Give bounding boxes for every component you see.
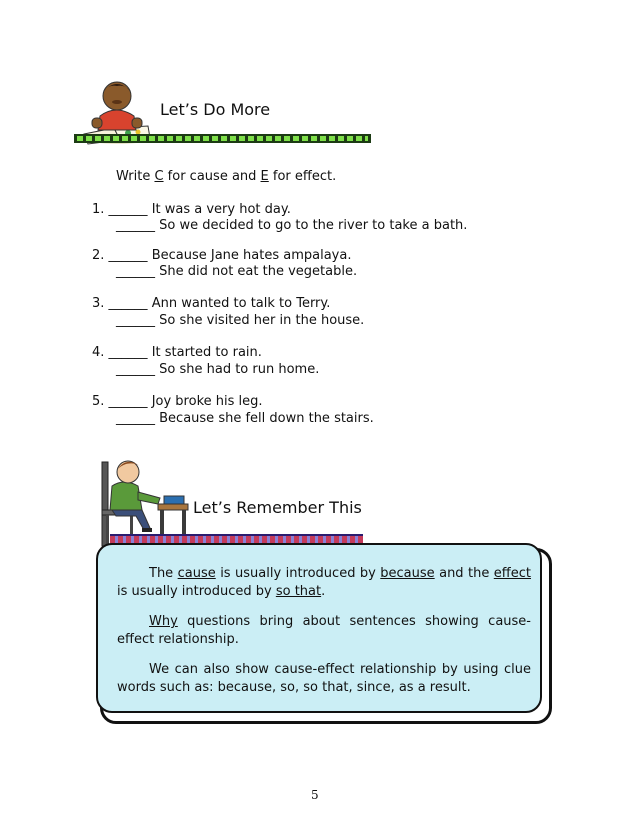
answer-blank[interactable]: ______ (108, 202, 148, 217)
item-3-first: 3. ______ Ann wanted to talk to Terry. (92, 296, 331, 311)
letter-e: E (260, 169, 269, 184)
section-heading-lets-remember-this: Let’s Remember This (193, 498, 362, 517)
instructions: Write C for cause and E for effect. (116, 169, 337, 184)
answer-blank[interactable]: ______ (108, 394, 148, 409)
item-1-first: 1. ______ It was a very hot day. (92, 202, 291, 217)
item-2-second: ______ She did not eat the vegetable. (116, 264, 358, 279)
answer-blank[interactable]: ______ (116, 264, 155, 279)
remember-paragraph-2: Why questions bring about sentences showing cause-effect relationship. (117, 614, 531, 647)
item-5-second: ______ Because she fell down the stairs. (116, 411, 374, 426)
answer-blank[interactable]: ______ (116, 313, 155, 328)
item-5-first: 5. ______ Joy broke his leg. (92, 394, 263, 409)
section-divider-bar (74, 134, 371, 143)
answer-blank[interactable]: ______ (108, 345, 148, 360)
remember-paragraph-3: We can also show cause-effect relationship by using clue words such as: because, so, so that, since, as a result. (117, 662, 531, 695)
item-4-first: 4. ______ It started to rain. (92, 345, 262, 360)
item-1-second: ______ So we decided to go to the river to take a bath. (116, 218, 468, 233)
answer-blank[interactable]: ______ (108, 248, 148, 263)
remember-paragraph-1: The cause is usually introduced by because and the effect is usually introduced by so that. (117, 566, 531, 599)
letter-c: C (154, 169, 164, 184)
answer-blank[interactable]: ______ (116, 362, 155, 377)
answer-blank[interactable]: ______ (116, 411, 155, 426)
answer-blank[interactable]: ______ (116, 218, 155, 233)
answer-blank[interactable]: ______ (108, 296, 148, 311)
page-number: 5 (311, 788, 319, 802)
item-2-first: 2. ______ Because Jane hates ampalaya. (92, 248, 352, 263)
item-3-second: ______ So she visited her in the house. (116, 313, 365, 328)
item-4-second: ______ So she had to run home. (116, 362, 320, 377)
section-heading-lets-do-more: Let’s Do More (160, 100, 271, 119)
